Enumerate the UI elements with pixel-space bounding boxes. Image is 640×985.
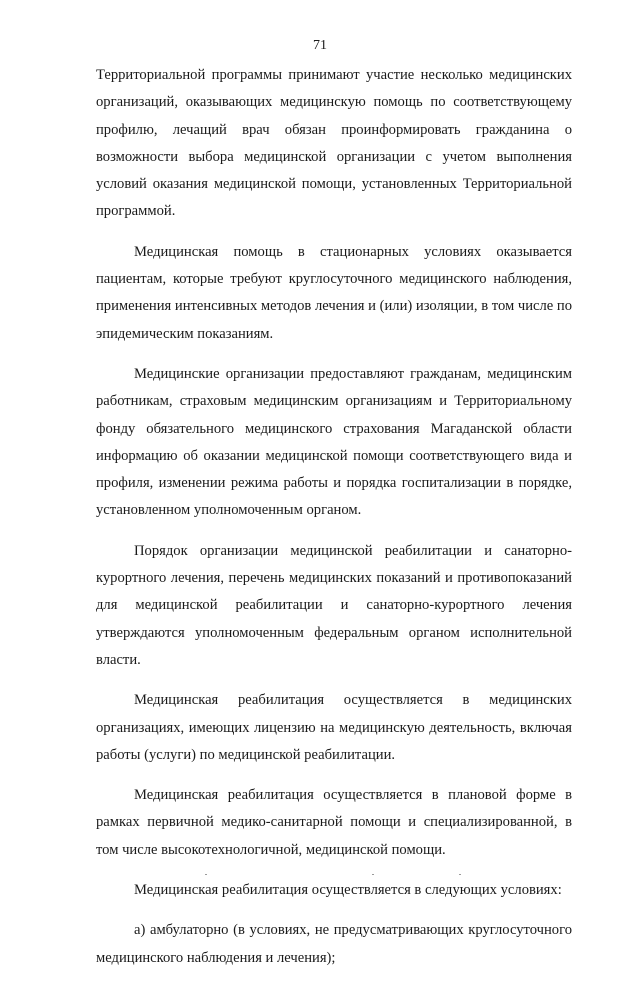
paragraph-rehabilitation-conditions: Медицинская реабилитация осуществляется в следующих условиях: — [134, 882, 562, 899]
document-body — [96, 62, 572, 985]
scan-artifacts — [0, 874, 640, 884]
paragraph-rehabilitation-procedure: Порядок организации медицинской реабилитации и санаторно-курортного лечения, перечень медицинских показаний и противопоказаний для медицинской реабилитации и санаторно-курортного лечения утверждаются уполномоченным федеральным органом исполнительной власти. — [96, 542, 572, 668]
scan-dot — [459, 874, 461, 875]
page-number: 71 — [313, 38, 327, 53]
paragraph-rehabilitation-planned: Медицинская реабилитация осуществляется в плановой форме в рамках первичной медико-санитарной помощи и специализированной, в том числе высокотехнологичной, медицинской помощи. — [96, 787, 572, 858]
paragraph-information-provision: Медицинские организации предоставляют гражданам, медицинским работникам, страховым медицинским организациям и Территориальному фонду обязательного медицинского страхования Магаданской области информацию об оказании медицинской помощи соответствующего вида и профиля, изменении режима работы и порядка госпитализации в порядке, установленном уполномоченным органом. — [96, 365, 572, 519]
paragraph-rehabilitation-license: Медицинская реабилитация осуществляется в медицинских организациях, имеющих лицензию на медицинскую деятельность, включая работы (услуги) по медицинской реабилитации. — [96, 692, 572, 763]
list-item-outpatient: а) амбулаторно (в условиях, не предусматривающих круглосуточного медицинского наблюдения и лечения); — [96, 922, 572, 966]
scan-dot — [372, 874, 374, 875]
paragraph-inpatient-care: Медицинская помощь в стационарных условиях оказывается пациентам, которые требуют круглосуточного медицинского наблюдения, применения интенсивных методов лечения и (или) изоляции, в том числе по эпидемическим показаниям. — [96, 243, 572, 342]
paragraph-continuation: Территориальной программы принимают участие несколько медицинских организаций, оказывающих медицинскую помощь по соответствующему профилю, лечащий врач обязан проинформировать гражданина о возможности выбора медицинской организации с учетом выполнения условий оказания медицинской помощи, установленных Территориальной программой. — [96, 67, 572, 220]
scan-dot — [205, 874, 207, 875]
